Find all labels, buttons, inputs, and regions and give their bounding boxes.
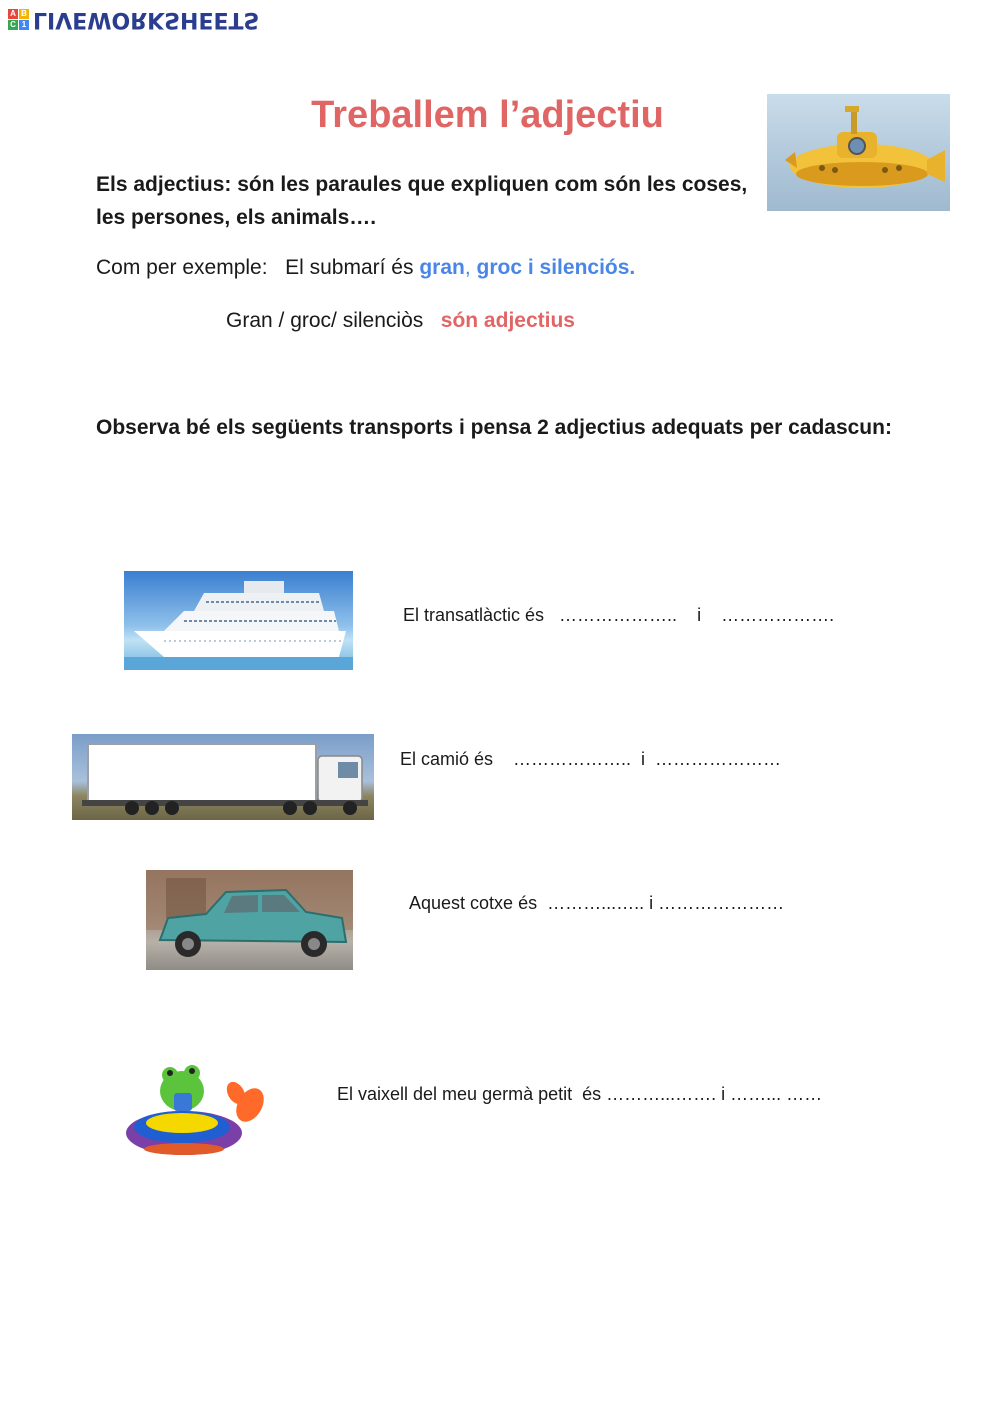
liveworksheets-logo bbox=[8, 6, 259, 32]
logo-blocks-icon: A B C 1 bbox=[8, 9, 29, 30]
example-adjective-1: gran bbox=[419, 256, 465, 279]
example-line bbox=[96, 254, 635, 282]
example-comma: , bbox=[464, 256, 471, 279]
item-truck: El camió és ……………….. i ………………… bbox=[400, 749, 782, 769]
item-toy-boat: El vaixell del meu germà petit és ………...……. i ……... …… bbox=[337, 1084, 823, 1104]
logo-text: LIVEWORKSHEETS bbox=[33, 6, 260, 32]
adjectives-words: Gran / groc/ silenciòs bbox=[226, 309, 424, 332]
example-adjective-2: groc i silenciós. bbox=[476, 256, 636, 279]
old-car-image bbox=[146, 870, 353, 970]
item-old-car: Aquest cotxe és ………...….. i ………………… bbox=[409, 893, 785, 913]
toy-boat-image bbox=[124, 1053, 269, 1163]
example-sentence: El submarí és bbox=[285, 256, 414, 279]
page-title: Treballem l’adjectiu bbox=[311, 94, 664, 136]
truck-image bbox=[72, 734, 374, 820]
instruction-text: Observa bé els següents transports i pensa 2 adjectius adequats per cadascun: bbox=[96, 416, 892, 439]
example-label: Com per exemple: bbox=[96, 256, 268, 279]
intro-definition: Els adjectius: són les paraules que expliquen com són les coses, les persones, els animals…. bbox=[96, 173, 748, 229]
submarine-image bbox=[767, 94, 950, 211]
adjectives-line bbox=[226, 307, 575, 335]
adjectives-label: són adjectius bbox=[440, 309, 575, 332]
cruise-ship-image bbox=[124, 571, 353, 670]
item-cruise-ship: El transatlàctic és ……………….. i ………………. bbox=[403, 605, 835, 625]
